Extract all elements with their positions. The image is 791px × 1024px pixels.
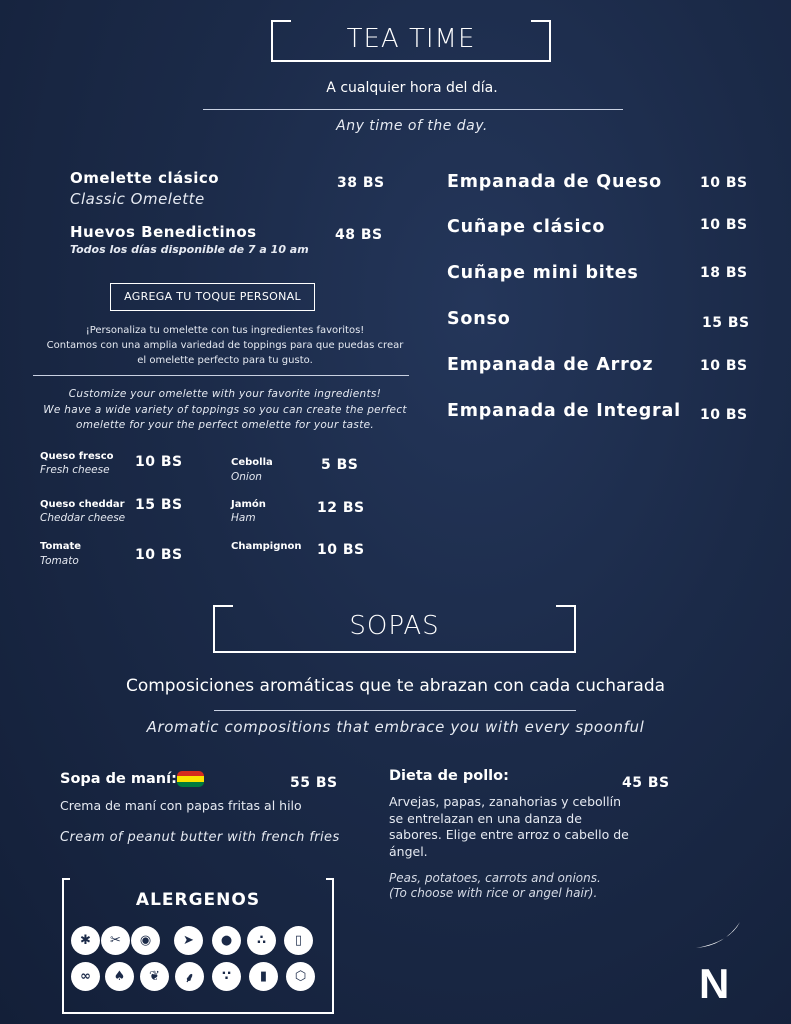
description-line: We have a wide variety of toppings so you can create the perfect	[43, 403, 407, 416]
menu-item-name: Empanada de Queso	[447, 172, 662, 192]
topping-name: Jamón	[231, 499, 266, 510]
divider	[214, 710, 576, 711]
brand-logo-letter: N	[699, 960, 730, 1002]
menu-item-desc-en	[389, 871, 601, 901]
custom-description-en	[20, 387, 430, 434]
sulphites-icon: ▮	[249, 962, 278, 991]
menu-item-name-en: Classic Omelette	[70, 190, 205, 208]
menu-item-price: 18 BS	[700, 265, 748, 281]
description-line: Contamos con una amplia variedad de toppings para que puedas crear	[46, 340, 404, 351]
menu-item-price: 10 BS	[700, 407, 748, 423]
description-line: Peas, potatoes, carrots and onions.	[389, 871, 601, 885]
topping-price: 5 BS	[321, 457, 359, 473]
topping-name: Champignon	[231, 541, 302, 552]
tea-time-title-frame	[271, 20, 551, 62]
menu-item-name: Empanada de Integral	[447, 401, 681, 421]
description-line: el omelette perfecto para tu gusto.	[137, 355, 313, 366]
allergens-title: ALERGENOS	[135, 890, 261, 910]
topping-name: Tomate	[40, 541, 82, 552]
topping-name-en: Ham	[231, 512, 256, 524]
soy-icon: ∴	[247, 926, 276, 955]
topping-name: Queso cheddar	[40, 499, 125, 510]
menu-item-price: 10 BS	[700, 358, 748, 374]
description-line: Customize your omelette with your favorite ingredients!	[68, 388, 382, 400]
menu-item-price: 15 BS	[702, 315, 750, 331]
menu-item-desc-en: Cream of peanut butter with french fries	[60, 830, 340, 845]
topping-name: Cebolla	[231, 457, 273, 468]
description-line: ¡Personaliza tu omelette con tus ingredientes favoritos!	[85, 325, 365, 336]
custom-description-es	[30, 323, 420, 368]
crustaceans-icon: ✂	[101, 926, 130, 955]
tea-time-subtitle-en: Any time of the day.	[336, 118, 488, 134]
menu-item-name: Cuñape clásico	[447, 217, 606, 237]
menu-item-name: Cuñape mini bites	[447, 263, 639, 283]
topping-name-en: Cheddar cheese	[40, 512, 126, 524]
bolivia-flag-icon	[177, 771, 204, 787]
topping-price: 12 BS	[317, 500, 365, 516]
gluten-icon: ✱	[71, 926, 100, 955]
mustard-icon: ▯	[284, 926, 313, 955]
menu-item-price: 45 BS	[622, 775, 670, 791]
nuts-icon: ♠	[105, 962, 134, 991]
menu-item-desc-es	[389, 794, 629, 860]
brand-logo-icon	[694, 920, 742, 1002]
menu-item-price: 48 BS	[335, 227, 383, 243]
menu-item-name: Huevos Benedictinos	[70, 223, 257, 241]
menu-item-name: Empanada de Arroz	[447, 355, 654, 375]
menu-item-name: Sopa de maní:	[60, 771, 177, 787]
menu-item-desc-es: Crema de maní con papas fritas al hilo	[60, 798, 302, 813]
description-line: Arvejas, papas, zanahorias y cebollín	[389, 794, 622, 809]
sesame-icon: ∵	[212, 962, 241, 991]
add-personal-touch-button[interactable]: AGREGA TU TOQUE PERSONAL	[110, 283, 315, 311]
menu-item-name: Omelette clásico	[70, 169, 220, 187]
description-line: (To choose with rice or angel hair).	[389, 886, 598, 900]
menu-item-price: 10 BS	[700, 175, 748, 191]
molluscs-icon: ◉	[131, 926, 160, 955]
topping-price: 10 BS	[135, 454, 183, 470]
menu-item-price: 38 BS	[337, 175, 385, 191]
sopas-subtitle-en: Aromatic compositions that embrace you with every spoonful	[146, 718, 645, 736]
topping-price: 15 BS	[135, 497, 183, 513]
divider	[33, 375, 409, 376]
description-line: ángel.	[389, 843, 428, 859]
eggs-icon: ●	[212, 926, 241, 955]
honey-icon: ⬡	[286, 962, 315, 991]
section-title-tea-time: TEA TIME	[346, 24, 476, 54]
fish-icon: ➤	[174, 926, 203, 955]
topping-name: Queso fresco	[40, 451, 114, 462]
topping-price: 10 BS	[135, 547, 183, 563]
description-line: se entrelazan en una danza de	[389, 810, 582, 826]
peanuts-icon: ∞	[71, 962, 100, 991]
topping-name-en: Tomato	[40, 555, 79, 567]
lupin-icon: ❦	[140, 962, 169, 991]
celery-icon: ⸙	[175, 962, 204, 991]
sopas-subtitle-es: Composiciones aromáticas que te abrazan con cada cucharada	[125, 676, 666, 696]
topping-name-en: Fresh cheese	[40, 464, 110, 476]
topping-price: 10 BS	[317, 542, 365, 558]
menu-item-note: Todos los días disponible de 7 a 10 am	[70, 243, 309, 256]
topping-name-en: Onion	[231, 471, 262, 483]
sopas-title-frame	[213, 605, 576, 653]
divider	[203, 109, 623, 110]
menu-item-price: 55 BS	[290, 775, 338, 791]
section-title-sopas: SOPAS	[349, 611, 440, 641]
menu-item-name: Sonso	[447, 309, 511, 329]
menu-item-price: 10 BS	[700, 217, 748, 233]
tea-time-subtitle-es: A cualquier hora del día.	[326, 80, 498, 96]
menu-item-name: Dieta de pollo:	[389, 768, 509, 784]
description-line: sabores. Elige entre arroz o cabello de	[389, 827, 629, 842]
description-line: omelette for your the perfect omelette for your taste.	[75, 419, 375, 431]
